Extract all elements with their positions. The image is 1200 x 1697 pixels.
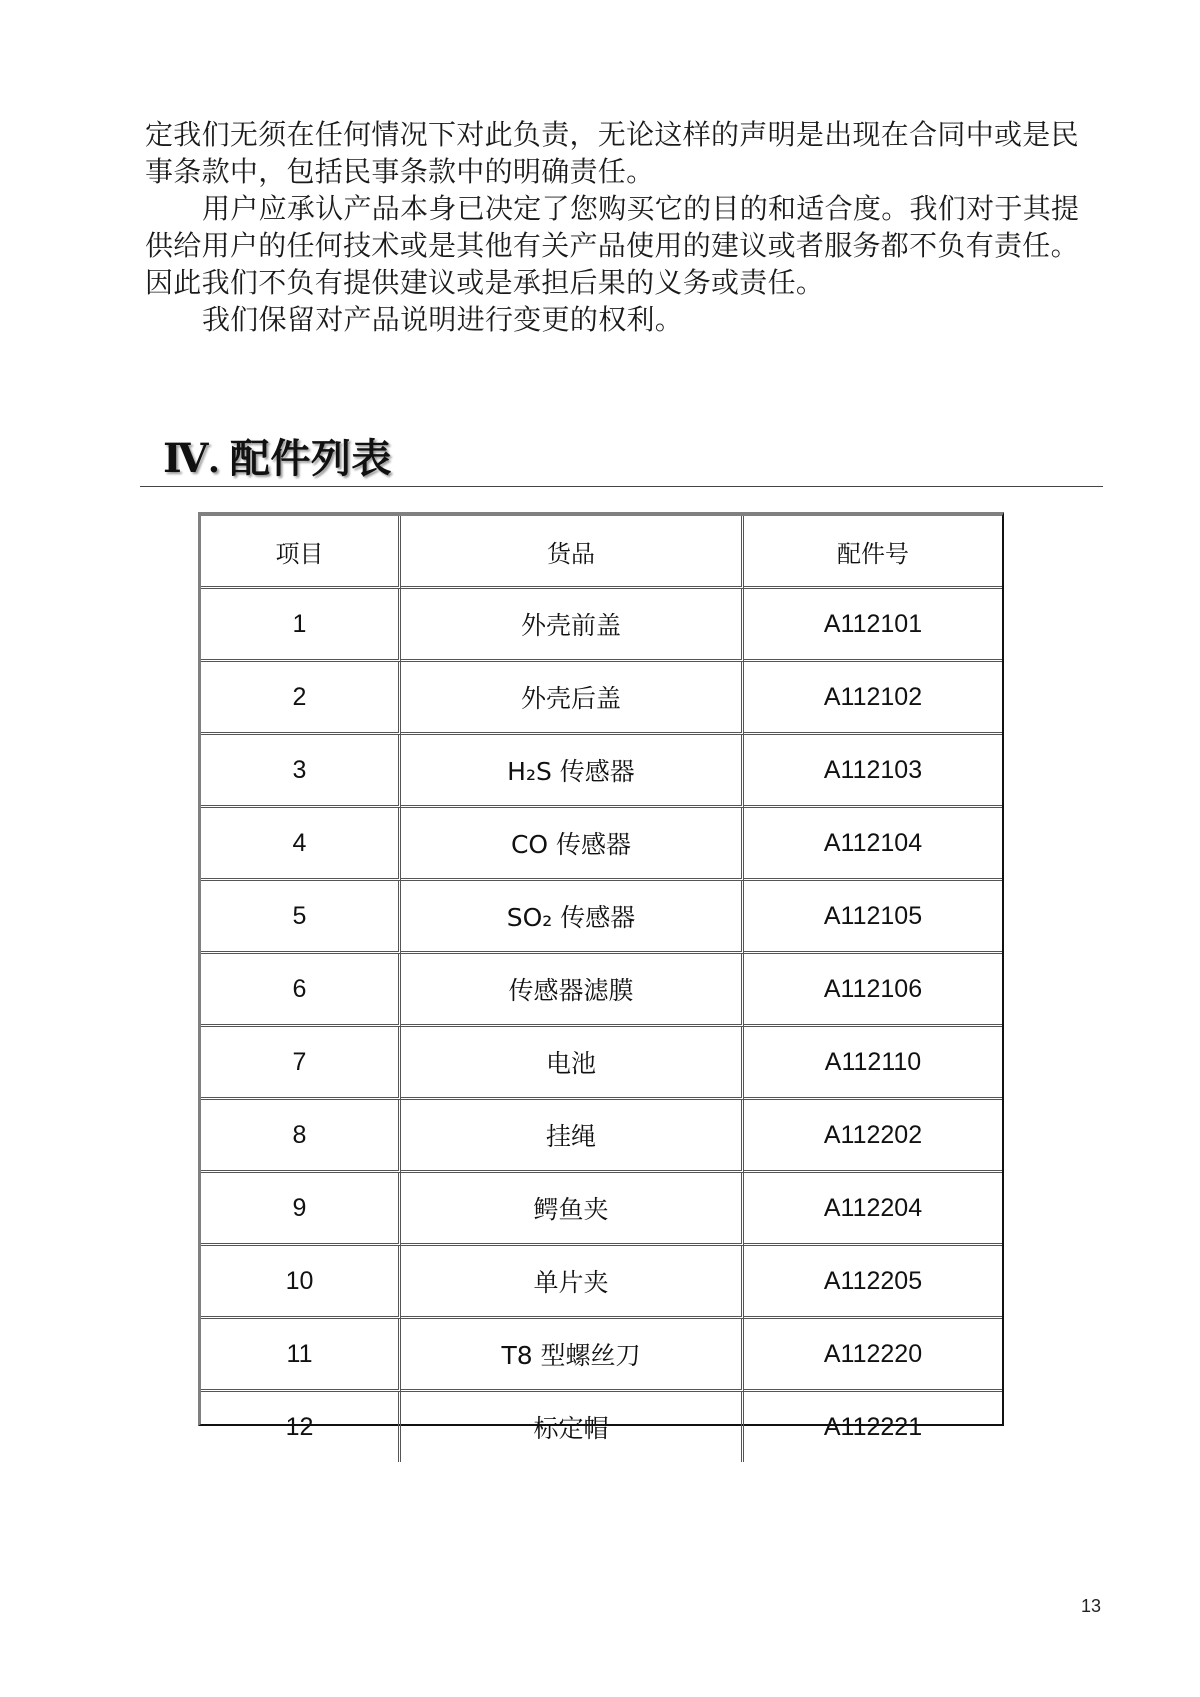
cell-goods: H₂S 传感器 [401,735,744,808]
header-item: 项目 [201,516,401,589]
parts-table-frame [198,512,1004,1443]
cell-item: 11 [201,1319,401,1392]
cell-item: 4 [201,808,401,881]
cell-goods: 电池 [401,1027,744,1100]
table-row [201,662,1002,735]
cell-item: 5 [201,881,401,954]
table-row [201,881,1002,954]
paragraph-suitability: 用户应承认产品本身已决定了您购买它的目的和适合度。我们对于其提供给用户的任何技术或是其他有关产品使用的建议或者服务都不负有责任。因此我们不负有提供建议或是承担后果的义务或责任。 [145,192,1080,299]
cell-goods: 标定帽 [401,1392,744,1462]
cell-item: 12 [201,1392,401,1462]
table-row [201,1173,1002,1246]
header-goods: 货品 [401,516,744,589]
table-row [201,1246,1002,1319]
table-row [201,1027,1002,1100]
cell-goods: 鳄鱼夹 [401,1173,744,1246]
cell-item: 1 [201,589,401,662]
cell-goods: 外壳后盖 [401,662,744,735]
table-row [201,589,1002,662]
cell-goods: T8 型螺丝刀 [401,1319,744,1392]
cell-part-no: A112205 [744,1246,1002,1319]
cell-item: 2 [201,662,401,735]
page-number: 13 [1081,1596,1102,1616]
cell-item: 7 [201,1027,401,1100]
table-row [201,954,1002,1027]
section-heading: Ⅳ. 配件列表 [163,436,392,481]
cell-part-no: A112106 [744,954,1002,1027]
table-row [201,735,1002,808]
header-part-no: 配件号 [744,516,1002,589]
cell-item: 8 [201,1100,401,1173]
table-row [201,1100,1002,1173]
cell-part-no: A112105 [744,881,1002,954]
cell-item: 10 [201,1246,401,1319]
cell-goods: 单片夹 [401,1246,744,1319]
parts-table [201,516,1002,1462]
cell-goods: 传感器滤膜 [401,954,744,1027]
cell-goods: 挂绳 [401,1100,744,1173]
cell-part-no: A112202 [744,1100,1002,1173]
cell-part-no: A112204 [744,1173,1002,1246]
heading-divider [140,486,1103,487]
cell-part-no: A112104 [744,808,1002,881]
cell-item: 9 [201,1173,401,1246]
table-header-row [201,516,1002,589]
cell-part-no: A112102 [744,662,1002,735]
cell-part-no: A112110 [744,1027,1002,1100]
cell-goods: 外壳前盖 [401,589,744,662]
cell-goods: SO₂ 传感器 [401,881,744,954]
paragraph-change-rights: 我们保留对产品说明进行变更的权利。 [202,303,684,336]
cell-part-no: A112103 [744,735,1002,808]
table-row [201,1392,1002,1462]
paragraph-liability: 定我们无须在任何情况下对此负责，无论这样的声明是出现在合同中或是民事条款中，包括民事条款中的明确责任。 [145,118,1079,188]
cell-part-no: A112101 [744,589,1002,662]
table-row [201,808,1002,881]
cell-part-no: A112220 [744,1319,1002,1392]
table-row [201,1319,1002,1392]
cell-goods: CO 传感器 [401,808,744,881]
cell-part-no: A112221 [823,1412,923,1441]
cell-item: 3 [201,735,401,808]
cell-item: 6 [201,954,401,1027]
body-text [145,116,1085,338]
